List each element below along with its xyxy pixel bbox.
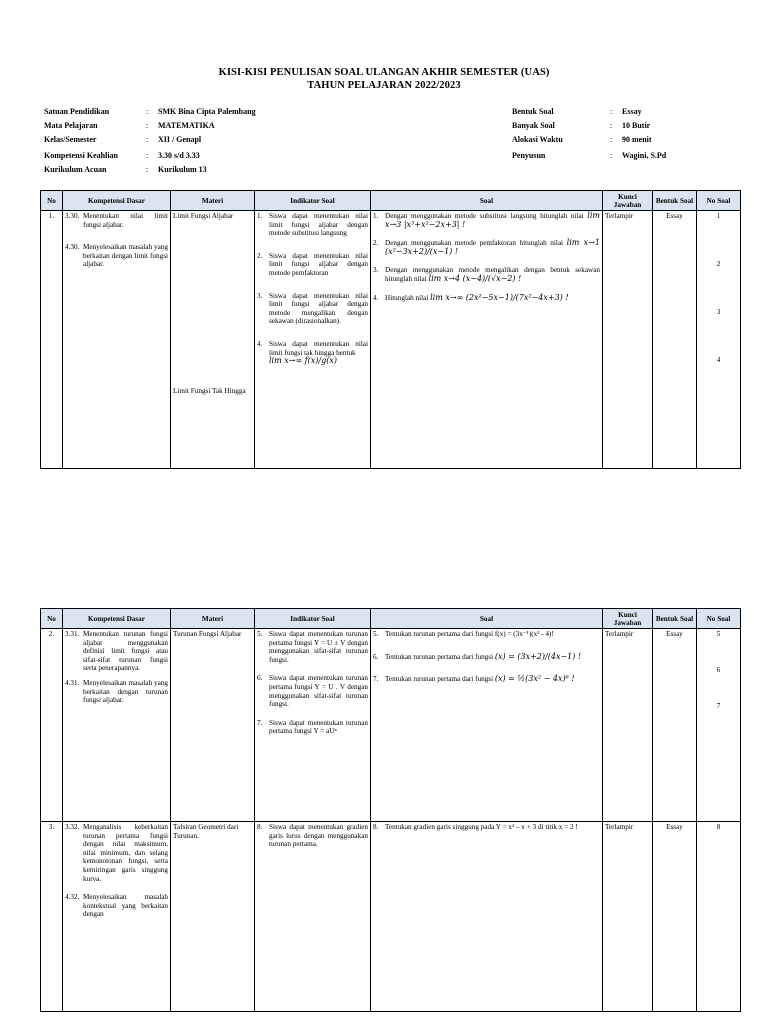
row-number: 2. [41, 629, 63, 822]
indikator-item: 5. Siswa dapat menentukan turunan pertama fungsi Y = U ± V dengan menggunakan sifat-sifat turunan fungsi. [257, 630, 368, 664]
info-key: Alokasi Waktu [512, 135, 563, 144]
indikator-cell [255, 822, 371, 1012]
info-row: Bentuk Soal : Essay [512, 105, 666, 119]
info-row: Alokasi Waktu : 90 menit [512, 133, 666, 147]
soal-item: 8. Tentukan gradien garis singgung pada Y = x² – x + 3 di titik x = 2 ! [373, 823, 578, 831]
document-title: KISI-KISI PENULISAN SOAL ULANGAN AKHIR SEMESTER (UAS) [218, 67, 550, 78]
info-left [44, 105, 256, 177]
info-key: Bentuk Soal [512, 107, 554, 116]
info-key: Penyusun [512, 151, 546, 160]
info-value: Essay [622, 107, 642, 116]
col-header: Materi [171, 609, 255, 629]
info-key: Satuan Pendidikan [44, 107, 110, 116]
bentuk-soal-cell: Essay [653, 629, 697, 822]
bentuk-soal-cell: Essay [653, 822, 697, 1012]
soal-item: 2. Dengan menggunakan metode pemfaktoran hitunglah nilai lim x→1 (x²−3x+2)/(x−1) ! [373, 238, 600, 256]
indikator-item: 2. Siswa dapat menentukan nilai limit fungsi aljabar dengan metode pemfaktoran [257, 251, 368, 277]
kd-item: 4.32. Menyelesaikan masalah kontekstual yang berkaitan dengan [65, 893, 168, 919]
table-row [41, 822, 741, 1012]
kunci-jawaban-cell: Terlampir [603, 822, 653, 1012]
soal-item: 7. Tentukan turunan pertama dari fungsi (x) = ½(3x² − 4x)⁶ ! [373, 674, 575, 684]
table-header-row [41, 191, 741, 211]
info-row: Mata Pelajaran : MATEMATIKA [44, 119, 256, 133]
col-header: Kompetensi Dasar [63, 191, 171, 211]
info-row: Kelas/Semester : XII / Genapl [44, 133, 256, 147]
table-header-row [41, 609, 741, 629]
info-key: Kelas/Semester [44, 135, 97, 144]
kd-item: 4.30. Menyelesaikan masalah yang berkaitan dengan limit fungsi aljabar. [65, 243, 168, 269]
indikator-item: 3. Siswa dapat menentukan nilai limit fungsi aljabar dengan metode mengalikan dengan sekawan (dirasionalkan). [257, 291, 368, 326]
info-key: Mata Pelajaran [44, 121, 98, 130]
no-soal-cell: 8 [697, 822, 741, 1012]
col-header: Kunci Jawaban [603, 191, 653, 211]
col-header: Indikator Soal [255, 609, 371, 629]
col-header: Materi [171, 191, 255, 211]
soal-cell [371, 211, 603, 469]
col-header: No [41, 609, 63, 629]
kd-item: 3.31. Menentukan turunan fungsi aljabar menggunakan definisi limit fungsi atau sifat-sifat turunan fungsi serta penerapannya. [65, 630, 168, 673]
kompetensi-dasar-cell [63, 629, 171, 822]
kompetensi-dasar-cell [63, 211, 171, 469]
info-value: SMK Bina Cipta Palembang [158, 107, 256, 116]
info-key: Kompetensi Keahlian [44, 151, 119, 160]
document-subtitle: TAHUN PELAJARAN 2022/2023 [307, 80, 461, 91]
info-value: 90 menit [622, 135, 652, 144]
soal-cell [371, 629, 603, 822]
kd-item: 4.31. Menyelesaikan masalah yang berkaitan dengan turunan fungsi aljabar. [65, 678, 168, 705]
col-header: Kunci Jawaban [603, 609, 653, 629]
row-number: 1. [41, 211, 63, 469]
materi-cell: Turunan Fungsi Aljabar [171, 629, 255, 822]
materi-cell: Tafsiran Geometri dari Turunan. [171, 822, 255, 1012]
col-header: No [41, 191, 63, 211]
table-row [41, 211, 741, 469]
col-header: Soal [371, 191, 603, 211]
indikator-item: 8. Siswa dapat menentukan gradien garis lurus dengan menggunakan turunan pertama. [257, 823, 368, 849]
kd-item: 3.32. Menganalisis keberkaitan turunan pertama fungsi dengan nilai maksimum, nilai minimum, dan selang kemonotonan fungsi, serta kemiringan garis singgung kurva. [65, 823, 168, 883]
indikator-item: 6. Siswa dapat menentukan turunan pertama fungsi Y = U . V dengan menggunakan sifat-sifat turunan fungsi. [257, 674, 368, 709]
indikator-item: 4. Siswa dapat menentukan nilai limit fungsi tak hingga bentuk lim x→∞ f(x)/g(x) [257, 339, 368, 366]
no-soal-cell: 1 2 3 4 [697, 211, 741, 469]
info-value: MATEMATIKA [158, 121, 215, 130]
kd-item: 3.30. Menentukan nilai limit fungsi aljabar. [65, 212, 168, 229]
col-header: Indikator Soal [255, 191, 371, 211]
soal-item: 5. Tentukan turunan pertama dari fungsi f(x) = (3x⁻¹)(x² - 4)! [373, 630, 554, 638]
col-header: No Soal [697, 609, 741, 629]
info-right [512, 105, 666, 163]
kisi-table-2 [40, 608, 741, 1012]
kompetensi-dasar-cell [63, 822, 171, 1012]
info-row: Penyusun : Wagini, S.Pd [512, 149, 666, 163]
materi-text: Limit Fungsi Tak Hingga [173, 386, 246, 395]
indikator-cell [255, 211, 371, 469]
soal-item: 3. Dengan menggunakan metode mengalikan dengan bentuk sekawan hitunglah nilai lim x→4 (x−4)/(√x−2) ! [373, 266, 600, 283]
col-header: No Soal [697, 191, 741, 211]
soal-cell [371, 822, 603, 1012]
soal-item: 1. Dengan menggunakan metode substitusi langsung hitunglah nilai lim x→3 |x³+x²−2x+3| ! [373, 211, 600, 229]
info-key: Banyak Soal [512, 121, 555, 130]
indikator-item: 1. Siswa dapat menentukan nilai limit fungsi aljabar dengan metode substitusi langsung [257, 212, 368, 238]
materi-cell [171, 211, 255, 469]
info-key: Kurikulum Acuan [44, 165, 107, 174]
col-header: Bentuk Soal [653, 191, 697, 211]
info-value: 10 Butir [622, 121, 651, 130]
info-row: Kompetensi Keahlian : 3.30 s/d 3.33 [44, 149, 256, 163]
no-soal-cell: 5 6 7 [697, 629, 741, 822]
soal-item: 4. Hitunglah nilai lim x→∞ (2x²−5x−1)/(7x²−4x+3) ! [373, 292, 569, 302]
indikator-item: 7. Siswa dapat menentukan turunan pertama fungsi Y = aUⁿ [257, 718, 368, 736]
col-header: Bentuk Soal [653, 609, 697, 629]
info-value: Kurikulum 13 [158, 165, 207, 174]
info-row: Banyak Soal : 10 Butir [512, 119, 666, 133]
col-header: Soal [371, 609, 603, 629]
info-row: Kurikulum Acuan : Kurikulum 13 [44, 163, 256, 177]
bentuk-soal-cell: Essay [653, 211, 697, 469]
limit-formula: lim x→∞ f(x)/g(x) [269, 356, 337, 366]
kunci-jawaban-cell: Terlampir [603, 629, 653, 822]
table-row [41, 629, 741, 822]
kunci-jawaban-cell: Terlampir [603, 211, 653, 469]
info-row: Satuan Pendidikan : SMK Bina Cipta Palembang [44, 105, 256, 119]
info-value: Wagini, S.Pd [622, 151, 667, 160]
col-header: Kompetensi Dasar [63, 609, 171, 629]
kisi-table-1 [40, 190, 741, 469]
info-value: XII / Genapl [158, 135, 202, 144]
indikator-cell [255, 629, 371, 822]
row-number: 3. [41, 822, 63, 1012]
info-value: 3.30 s/d 3.33 [158, 151, 200, 160]
materi-text: Limit Fungsi Aljabar [173, 212, 234, 220]
soal-item: 6. Tentukan turunan pertama dari fungsi (x) = (3x+2)/(4x−1) ! [373, 651, 582, 661]
